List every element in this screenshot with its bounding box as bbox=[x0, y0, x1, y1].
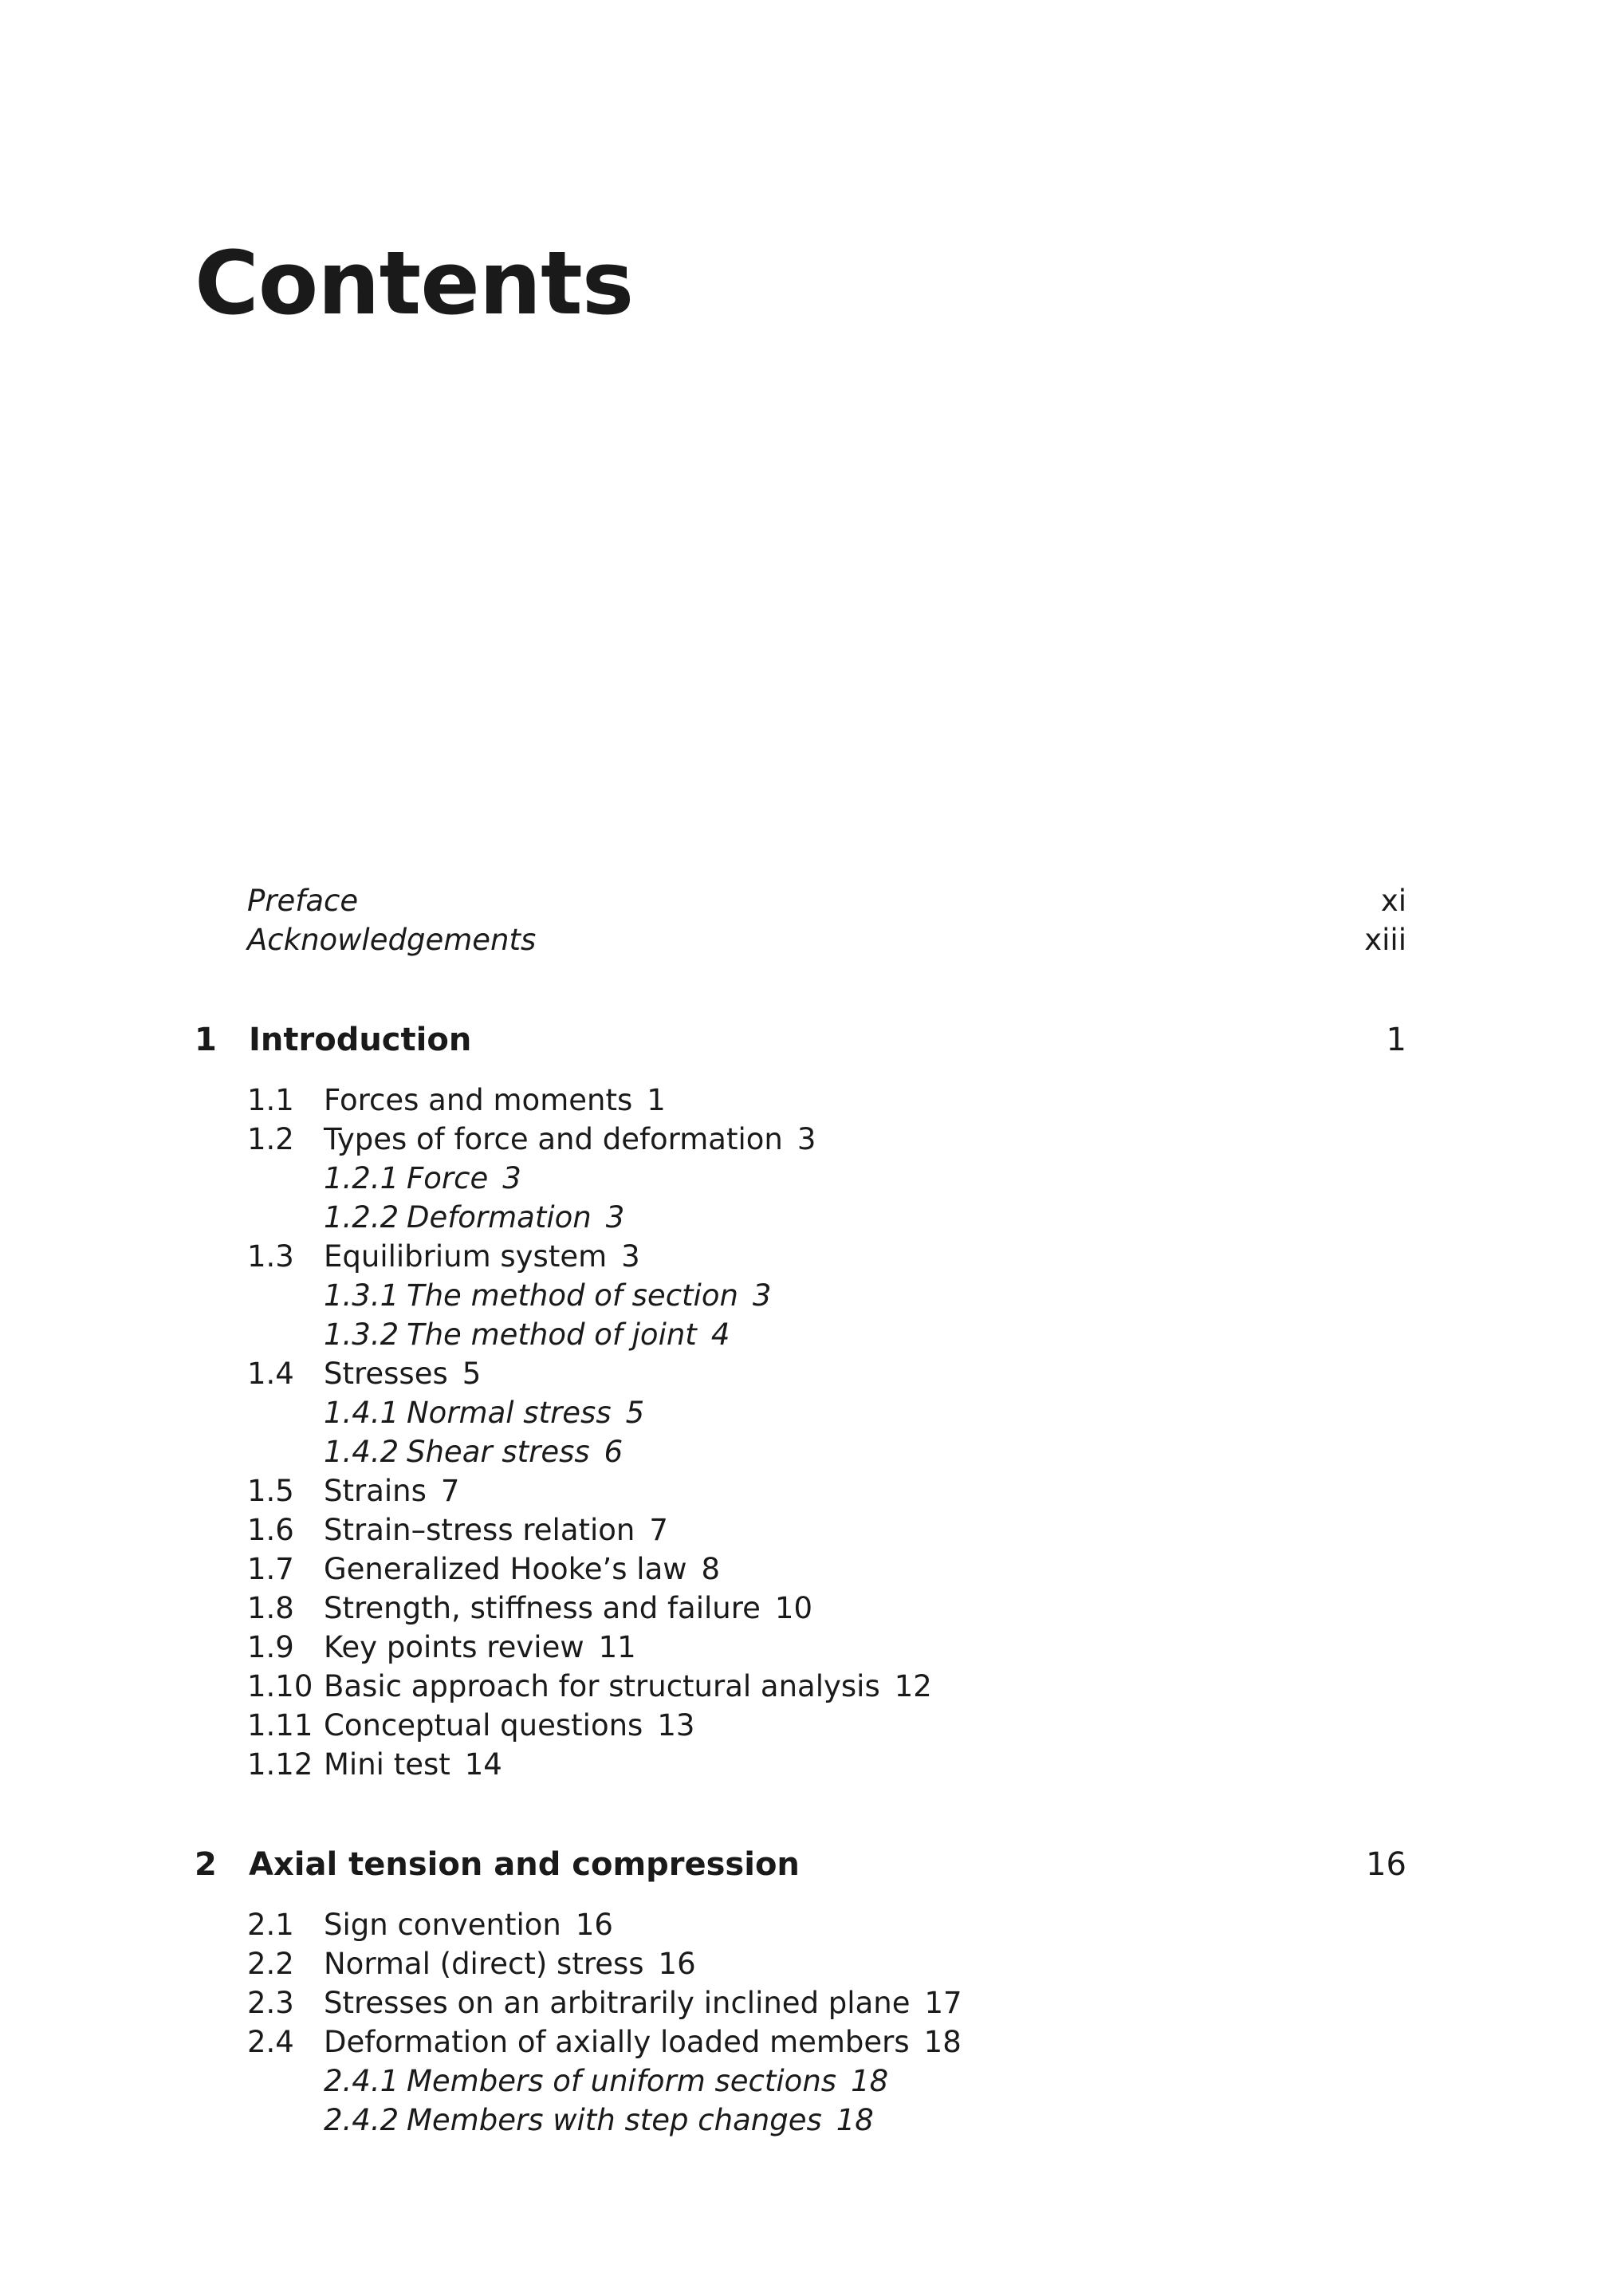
section-entry[interactable] bbox=[195, 1120, 1406, 1159]
subsection-entry[interactable] bbox=[195, 1276, 1406, 1315]
section-number: 1.2.2 bbox=[324, 1200, 399, 1235]
section-page: 10 bbox=[774, 1591, 812, 1625]
section-page: 5 bbox=[462, 1357, 482, 1391]
section-title: Members with step changes bbox=[407, 2103, 822, 2137]
chapter-title: Axial tension and compression bbox=[249, 1846, 800, 1883]
section-entry[interactable] bbox=[195, 1237, 1406, 1276]
section-page: 14 bbox=[464, 1747, 502, 1782]
front-matter-page: xi bbox=[1380, 884, 1406, 918]
section-number: 2.2 bbox=[247, 1947, 294, 1981]
section-entry[interactable] bbox=[195, 1667, 1406, 1706]
section-page: 7 bbox=[440, 1474, 460, 1508]
section-number: 1.5 bbox=[247, 1474, 294, 1508]
section-number: 1.3.2 bbox=[324, 1317, 399, 1352]
section-title: Stresses bbox=[324, 1357, 448, 1391]
section-number: 1.3.1 bbox=[324, 1278, 399, 1313]
section-number: 1.3 bbox=[247, 1239, 294, 1274]
section-page: 3 bbox=[621, 1239, 640, 1274]
section-page: 8 bbox=[701, 1552, 721, 1586]
section-number: 1.9 bbox=[247, 1630, 294, 1664]
section-entry[interactable] bbox=[195, 1983, 1406, 2022]
section-page: 7 bbox=[649, 1513, 668, 1547]
section-title: Normal stress bbox=[407, 1396, 612, 1430]
section-page: 1 bbox=[647, 1083, 666, 1117]
section-number: 1.12 bbox=[247, 1747, 313, 1782]
chapter-heading[interactable] bbox=[195, 1845, 1406, 1884]
section-title: Deformation bbox=[407, 1200, 592, 1235]
section-entry[interactable] bbox=[195, 1471, 1406, 1510]
section-title: Deformation of axially loaded members bbox=[324, 2025, 910, 2059]
section-page: 17 bbox=[924, 1986, 962, 2020]
chapter-page: 16 bbox=[1366, 1846, 1406, 1883]
section-number: 1.8 bbox=[247, 1591, 294, 1625]
section-title: Stresses on an arbitrarily inclined plane bbox=[324, 1986, 911, 2020]
section-entry[interactable] bbox=[195, 1944, 1406, 1983]
section-entry[interactable] bbox=[195, 2022, 1406, 2062]
section-page: 18 bbox=[923, 2025, 962, 2059]
section-number: 2.4.2 bbox=[324, 2103, 399, 2137]
chapter-list bbox=[195, 1021, 1406, 2140]
section-title: Sign convention bbox=[324, 1908, 561, 1942]
section-number: 1.2 bbox=[247, 1122, 294, 1156]
section-page: 3 bbox=[797, 1122, 816, 1156]
section-title: Strain–stress relation bbox=[324, 1513, 635, 1547]
subsection-entry[interactable] bbox=[195, 1198, 1406, 1237]
section-title: The method of section bbox=[407, 1278, 738, 1313]
section-number: 2.1 bbox=[247, 1908, 294, 1942]
section-number: 2.4 bbox=[247, 2025, 294, 2059]
section-number: 1.4 bbox=[247, 1357, 294, 1391]
section-number: 1.1 bbox=[247, 1083, 294, 1117]
chapter-number: 1 bbox=[195, 1022, 217, 1058]
section-page: 3 bbox=[752, 1278, 772, 1313]
section-title: Force bbox=[407, 1161, 489, 1195]
section-page: 3 bbox=[605, 1200, 625, 1235]
front-matter-page: xiii bbox=[1364, 923, 1406, 957]
section-entry[interactable] bbox=[195, 1905, 1406, 1944]
section-page: 4 bbox=[710, 1317, 730, 1352]
section-page: 16 bbox=[575, 1908, 613, 1942]
section-page: 18 bbox=[836, 2103, 874, 2137]
section-number: 1.4.2 bbox=[324, 1435, 399, 1469]
section-number: 1.6 bbox=[247, 1513, 294, 1547]
section-number: 2.3 bbox=[247, 1986, 294, 2020]
page-title: Contents bbox=[195, 232, 634, 334]
subsection-entry[interactable] bbox=[195, 1315, 1406, 1354]
section-title: Generalized Hooke’s law bbox=[324, 1552, 687, 1586]
section-title: Shear stress bbox=[407, 1435, 590, 1469]
front-matter-item[interactable] bbox=[195, 920, 1406, 959]
section-entry[interactable] bbox=[195, 1589, 1406, 1628]
section-number: 1.10 bbox=[247, 1669, 313, 1703]
front-matter-label: Preface bbox=[247, 884, 359, 918]
section-entry[interactable] bbox=[195, 1550, 1406, 1589]
section-number: 1.7 bbox=[247, 1552, 294, 1586]
section-entry[interactable] bbox=[195, 1628, 1406, 1667]
section-title: Equilibrium system bbox=[324, 1239, 608, 1274]
subsection-entry[interactable] bbox=[195, 1393, 1406, 1432]
chapter-page: 1 bbox=[1386, 1022, 1406, 1058]
section-page: 6 bbox=[604, 1435, 624, 1469]
front-matter-label: Acknowledgements bbox=[247, 923, 537, 957]
subsection-entry[interactable] bbox=[195, 1159, 1406, 1198]
section-title: The method of joint bbox=[407, 1317, 697, 1352]
section-title: Normal (direct) stress bbox=[324, 1947, 644, 1981]
section-title: Key points review bbox=[324, 1630, 584, 1664]
section-page: 16 bbox=[658, 1947, 696, 1981]
subsection-entry[interactable] bbox=[195, 2101, 1406, 2140]
section-title: Mini test bbox=[324, 1747, 450, 1782]
section-page: 3 bbox=[502, 1161, 521, 1195]
chapter-title: Introduction bbox=[249, 1022, 472, 1058]
section-page: 18 bbox=[851, 2064, 889, 2098]
section-number: 2.4.1 bbox=[324, 2064, 399, 2098]
table-of-contents bbox=[195, 881, 1406, 2140]
subsection-entry[interactable] bbox=[195, 2062, 1406, 2101]
section-entry[interactable] bbox=[195, 1510, 1406, 1550]
section-list bbox=[195, 1905, 1406, 2140]
section-page: 5 bbox=[625, 1396, 645, 1430]
section-title: Members of uniform sections bbox=[407, 2064, 837, 2098]
section-entry[interactable] bbox=[195, 1081, 1406, 1120]
chapter-number: 2 bbox=[195, 1846, 217, 1883]
section-entry[interactable] bbox=[195, 1706, 1406, 1745]
section-title: Types of force and deformation bbox=[324, 1122, 783, 1156]
section-entry[interactable] bbox=[195, 1354, 1406, 1393]
section-number: 1.11 bbox=[247, 1708, 313, 1743]
section-entry[interactable] bbox=[195, 1745, 1406, 1784]
section-title: Basic approach for structural analysis bbox=[324, 1669, 880, 1703]
section-number: 1.4.1 bbox=[324, 1396, 399, 1430]
section-page: 12 bbox=[894, 1669, 932, 1703]
section-title: Forces and moments bbox=[324, 1083, 633, 1117]
section-page: 11 bbox=[598, 1630, 636, 1664]
section-page: 13 bbox=[657, 1708, 695, 1743]
subsection-entry[interactable] bbox=[195, 1432, 1406, 1471]
front-matter-item[interactable] bbox=[195, 881, 1406, 920]
section-title: Strains bbox=[324, 1474, 427, 1508]
section-title: Strength, stiffness and failure bbox=[324, 1591, 761, 1625]
section-title: Conceptual questions bbox=[324, 1708, 643, 1743]
section-number: 1.2.1 bbox=[324, 1161, 399, 1195]
section-list bbox=[195, 1081, 1406, 1784]
chapter-heading[interactable] bbox=[195, 1021, 1406, 1060]
